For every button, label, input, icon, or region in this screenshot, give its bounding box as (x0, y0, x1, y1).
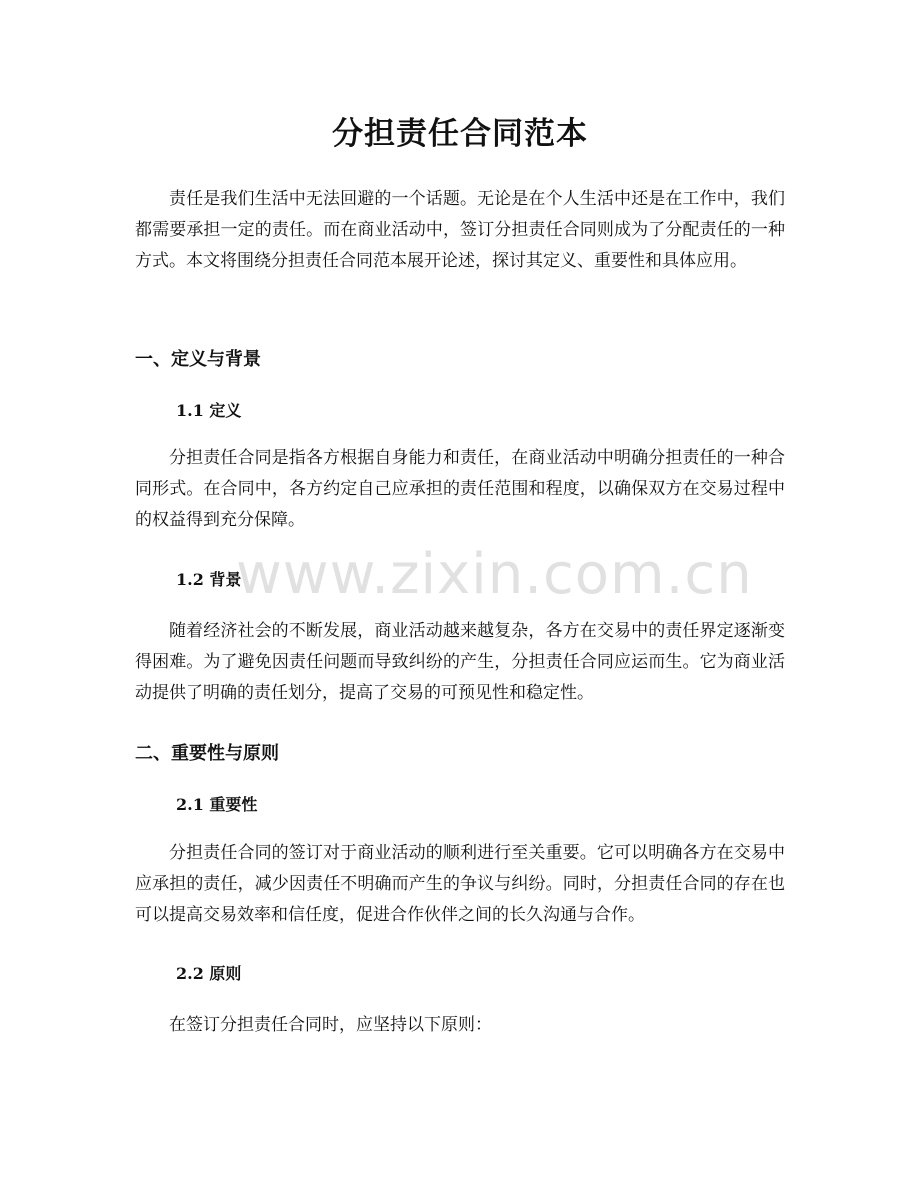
section-2-heading: 二、重要性与原则 (135, 743, 279, 764)
subsection-2-2-heading: 2.2 原则 (176, 964, 242, 983)
document-title: 分担责任合同范本 (332, 116, 588, 152)
subsection-1-2-heading: 1.2 背景 (176, 570, 242, 589)
intro-paragraph: 责任是我们生活中无法回避的一个话题。无论是在个人生活中还是在工作中，我们都需要承担一定的责任。而在商业活动中，签订分担责任合同则成为了分配责任的一种方式。本文将围绕分担责任合同范本展开论述，探讨其定义、重要性和具体应用。 (135, 189, 785, 271)
subsection-2-2-body: 在签订分担责任合同时，应坚持以下原则： (169, 1015, 492, 1035)
section-1-heading: 一、定义与背景 (135, 349, 261, 370)
subsection-2-1-body: 分担责任合同的签订对于商业活动的顺利进行至关重要。它可以明确各方在交易中应承担的责任，减少因责任不明确而产生的争议与纠纷。同时，分担责任合同的存在也可以提高交易效率和信任度，促进合作伙伴之间的长久沟通与合作。 (135, 843, 785, 925)
subsection-1-1-heading: 1.1 定义 (176, 401, 242, 420)
watermark: www.zixin.com.cn (236, 542, 753, 607)
subsection-2-1-heading: 2.1 重要性 (176, 795, 258, 814)
subsection-1-1-body: 分担责任合同是指各方根据自身能力和责任，在商业活动中明确分担责任的一种合同形式。在合同中，各方约定自己应承担的责任范围和程度，以确保双方在交易过程中的权益得到充分保障。 (135, 448, 785, 530)
subsection-1-2-body: 随着经济社会的不断发展，商业活动越来越复杂，各方在交易中的责任界定逐渐变得困难。为了避免因责任问题而导致纠纷的产生，分担责任合同应运而生。它为商业活动提供了明确的责任划分，提高了交易的可预见性和稳定性。 (135, 621, 785, 703)
